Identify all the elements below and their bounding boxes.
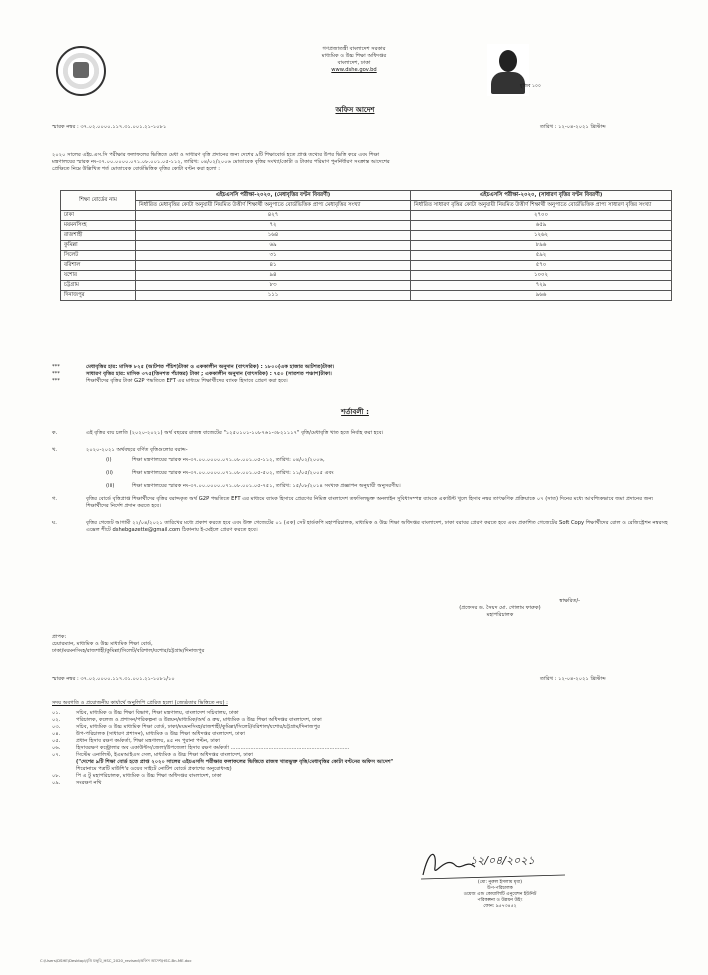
intro-line: প্রেক্ষিতে নিম্নে উল্লিখিত শর্ত মোতাবেক বোর্ডভিত্তিক বৃত্তির কোটা বণ্টন করা হলো : bbox=[52, 166, 220, 172]
copy-text: সিস্টেম এনালিস্ট, ইএমআইএস সেল, মাধ্যমিক ও উচ্চ শিক্ষা অধিদপ্তর বাংলাদেশ, ঢাকা bbox=[76, 752, 253, 758]
list-item bbox=[52, 738, 672, 745]
conditions-list bbox=[52, 430, 672, 534]
col-header-board: শিক্ষা বোর্ডের নাম bbox=[61, 191, 136, 211]
copy-number bbox=[52, 759, 76, 766]
header-line-3: বাংলাদেশ, ঢাকা bbox=[337, 60, 371, 66]
copy-number: ০৯. bbox=[52, 780, 61, 786]
handwritten-date: ১২/০৪/২০২১ bbox=[470, 854, 535, 867]
general-count: ৮৯৬ bbox=[411, 241, 672, 251]
table-row bbox=[61, 241, 672, 251]
recipient-line: ঢাকা/ময়মনসিংহ/রাজশাহী/কুমিল্লা/সিলেট/বরিশাল/যশোর/চট্টগ্রাম/দিনাজপুর bbox=[52, 648, 205, 654]
list-item bbox=[52, 745, 672, 752]
general-count: ৫৭০ bbox=[411, 261, 672, 271]
conditions-title: শর্তাবলী : bbox=[341, 408, 369, 416]
board-name: রাজশাহী bbox=[61, 231, 136, 241]
list-item bbox=[106, 470, 672, 477]
table-row bbox=[61, 261, 672, 271]
signer2-wing: পরিকল্পনা ও উন্নয়ন উইং bbox=[477, 898, 523, 903]
general-count: ২৭০০ bbox=[411, 211, 672, 221]
list-item bbox=[52, 766, 672, 773]
copy-text: হিসাবরক্ষণ কন্ট্রোলার অব একাউন্টস/জেলা/উপজেলা হিসাব রক্ষণ কর্মকর্তা ........................................................................ bbox=[76, 745, 350, 751]
signer-designation: মহাপরিচালক bbox=[486, 612, 514, 618]
rate-text: সাধারণ বৃত্তির হার: মাসিক ৩৭৫(তিনশত পঁচাত্তর) টাকা ; এককালীন অনুদান (বাৎসরিক) : ৭৫০ (সাতশত পঞ্চাশ)টাকা। bbox=[86, 371, 332, 377]
condition-key: ক. bbox=[52, 430, 58, 436]
board-name: ময়মনসিংহ bbox=[61, 221, 136, 231]
general-count: ৭২৯ bbox=[411, 281, 672, 291]
copy-text: পি এ টু মহাপরিচালক, মাধ্যমিক ও উচ্চ শিক্ষা অধিদপ্তর বাংলাদেশ, ঢাকা bbox=[76, 773, 222, 779]
copy-text: ("দেশের ৯টি শিক্ষা বোর্ড হতে প্রাপ্ত ২০২০ সালের এইচএসসি পরীক্ষার ফলাফলের ভিত্তিতে রাজস্ব খাতভুক্ত বৃত্তি/মেধাবৃত্তির কোটা বণ্টনের অফিস আদেশ" bbox=[76, 759, 394, 765]
col-subheader-merit: নির্ধারিত মেধাবৃত্তির কোটা অনুযায়ী নিয়মিত উত্তীর্ণ শিক্ষার্থী অনুপাতে বোর্ডভিত্তিক প্রাপ্য মেধাবৃত্তির সংখ্যা bbox=[136, 201, 411, 211]
scholarship-distribution-table bbox=[60, 190, 672, 301]
list-item bbox=[52, 430, 672, 437]
table-row bbox=[61, 271, 672, 281]
memo2-reference: স্মারক নম্বর : ৩৭.০২.০০০০.১১৭.৩১.০০১.২১-১০৮১/১০ bbox=[52, 676, 175, 682]
merit-count: ১১১ bbox=[136, 291, 411, 301]
list-item bbox=[106, 457, 672, 464]
copy-number: ০৮. bbox=[52, 773, 61, 779]
table-header-row bbox=[61, 191, 672, 201]
signer2-designation: উপ-পরিচালক bbox=[487, 886, 513, 891]
table-row bbox=[61, 251, 672, 261]
header-website[interactable]: www.dshe.gov.bd bbox=[331, 67, 377, 73]
col-subheader-general: নির্ধারিত সাধারণ বৃত্তির কোটা অনুযায়ী নিয়মিত উত্তীর্ণ শিক্ষার্থী অনুপাতে বোর্ডভিত্তিক প্রাপ্য সাধারণ বৃত্তির সংখ্যা bbox=[411, 201, 672, 211]
copy-number: ০৭. bbox=[52, 752, 61, 758]
intro-line: মন্ত্রণালয়ের স্মারক নং-৩৭.০০.০০০০.০৭১.০৮.০০১.০৫-১১২, তারিখ: ০৪/০২/২০০৬ মোতাবেক বৃত্তির সংখ্যা/কোটা ও টাকার পরিমাণ পুনর্নির্ধারণ সংক্রান্ত আদেশের bbox=[52, 159, 390, 165]
document-header bbox=[220, 46, 488, 74]
merit-count: ৩১ bbox=[136, 251, 411, 261]
col-header-merit-title: এইচএসসি পরীক্ষা-২০২০, (মেধাবৃত্তির বণ্টন বিবরণী) bbox=[136, 191, 411, 201]
board-name: সিলেট bbox=[61, 251, 136, 261]
signature-block bbox=[380, 598, 620, 619]
copy-text: সচিব, মাধ্যমিক ও উচ্চ শিক্ষা বিভাগ, শিক্ষা মন্ত্রণালয়, বাংলাদেশ সচিবালয়, ঢাকা bbox=[76, 710, 239, 716]
list-item bbox=[52, 759, 672, 766]
copy-text: সংরক্ষণ নথি bbox=[76, 780, 102, 786]
bullet-mark: *** bbox=[52, 378, 60, 384]
bullet-mark: *** bbox=[52, 371, 60, 377]
signature-label: স্বাক্ষরিত/- bbox=[559, 598, 580, 604]
table-subheader-row bbox=[61, 201, 672, 211]
recipient-label: প্রাপক: bbox=[52, 634, 67, 640]
condition-key: খ. bbox=[52, 447, 58, 453]
rate-text: মেধাবৃত্তির হার: মাসিক ৮২৫ (আটশত পঁচিশ)টাকা ও এককালীন অনুদান (বাৎসরিক) : ১৮০০(এক হাজার আটশত)টাকা। bbox=[86, 364, 335, 370]
condition-key: ঘ. bbox=[52, 520, 57, 526]
general-count: ১২৬২ bbox=[411, 231, 672, 241]
copy-distribution bbox=[52, 700, 672, 787]
board-name: চট্টগ্রাম bbox=[61, 281, 136, 291]
merit-count: ৬৯ bbox=[136, 241, 411, 251]
intro-line: ২০২০ সালের এইচ.এস.সি পরীক্ষার ফলাফলের ভিত্তিতে মেধা ও সাধারণ বৃত্তি প্রদানের জন্য দেশের ৯টি শিক্ষাবোর্ড হতে প্রাপ্ত তথ্যের উপর ভিত্তি করে এবং শিক্ষা bbox=[52, 152, 380, 158]
merit-count: ১৬৪ bbox=[136, 231, 411, 241]
merit-count: ৪২৭ bbox=[136, 211, 411, 221]
copy-number: ০৪. bbox=[52, 731, 61, 737]
government-seal-logo bbox=[56, 46, 106, 96]
list-item bbox=[52, 717, 672, 724]
table-row bbox=[61, 211, 672, 221]
board-name: ঢাকা bbox=[61, 211, 136, 221]
board-name: বরিশাল bbox=[61, 261, 136, 271]
copy-number bbox=[52, 766, 76, 773]
condition-text: বৃত্তির বোর্ডে বৃত্তিপ্রাপ্ত শিক্ষার্থীদের বৃত্তির বরাদ্দকৃত অর্থ G2P পদ্ধতিতে EFT এর মাধ্যমে ব্যাংক হিসাবে প্রেরণের নিমিত্ত বাংলাদেশ তফসিলভুক্ত অনলাইন সুবিধাসম্পন্ন ব্যাংকে একাউন্ট খুলে হিসাব নম্বর তাৎক্ষণিক প্রক্রিয়াকে ০৭ (সাত) দিনের মধ্যে আবশ্যিকভাবে জমা প্রদানের জন্য শিক্ষার্থীদের নির্দেশ প্রদান করতে হবে। bbox=[86, 496, 653, 509]
condition-text: বৃত্তির গেজেট আগামী ২২/০৪/২০২১ তারিখের মধ্যে প্রকাশ করতে হবে এবং উক্ত গেজেটের ০১ (এক) সেট হার্ডকপি মহাপরিচালক, মাধ্যমিক ও উচ্চ শিক্ষা অধিদপ্তর বাংলাদেশ, ঢাকা বরাবর প্রেরণ করতে হবে এবং প্রকাশিত গেজেটের Soft Copy শিক্ষার্থীদের রোল ও রেজিস্ট্রেশন নম্বরসহ এক্সেল শীটে dshebgazette@gmail.com ঠিকানায় ই-মেইলে প্রেরণ করতে হবে। bbox=[86, 520, 668, 533]
header-line-2: মাধ্যমিক ও উচ্চ শিক্ষা অধিদপ্তর bbox=[321, 53, 387, 59]
general-count: ৯৬৬ bbox=[411, 291, 672, 301]
allocation-list bbox=[52, 457, 672, 490]
recipient-line: চেয়ারম্যান, মাধ্যমিক ও উচ্চ মাধ্যমিক শিক্ষা বোর্ড, bbox=[52, 641, 153, 647]
list-item bbox=[52, 780, 672, 787]
signer2-name: (মো: নুরুল ইসলাম মৃধা) bbox=[477, 880, 523, 885]
list-item bbox=[52, 773, 672, 780]
list-item bbox=[52, 752, 672, 759]
copy-text: শিরোনামে পত্রটি মাউশি'র ওয়েব সাইটে নোটিশ বোর্ডে প্রকাশের অনুরোধসহ) bbox=[76, 766, 232, 772]
condition-key: গ. bbox=[52, 496, 58, 502]
allocation-text: শিক্ষা মন্ত্রণালয়ের স্মারক নং-৩৭.০০.০০০০.০৭১.০৮.০০১.০৫-১১২, তারিখ: ০৪/০২/২০০৬, bbox=[132, 457, 325, 463]
allocation-text: শিক্ষা মন্ত্রণালয়ের স্মারক নং-৩৭.০০.০০০০.০৭১.০৮.০০১.০৫-৫০২, তারিখ: ১১/০৫/২০০৫ এবং bbox=[132, 470, 334, 476]
copy-text: প্রধান হিসাব রক্ষণ কর্মকর্তা, শিক্ষা মন্ত্রণালয়, ৪৫ নং পুরানা পল্টন, ঢাকা bbox=[76, 738, 220, 744]
intro-paragraph bbox=[52, 152, 672, 173]
general-count: ৬৫৯ bbox=[411, 221, 672, 231]
table-row bbox=[61, 291, 672, 301]
table-row bbox=[61, 221, 672, 231]
copy-number: ০১. bbox=[52, 710, 61, 716]
bullet-mark: *** bbox=[52, 364, 60, 370]
copy-number: ০৬. bbox=[52, 745, 61, 751]
copy-number: ০৫. bbox=[52, 738, 61, 744]
general-count: ১০০২ bbox=[411, 271, 672, 281]
allocation-key: (iii) bbox=[106, 483, 115, 489]
board-name: দিনাজপুর bbox=[61, 291, 136, 301]
list-item bbox=[52, 731, 672, 738]
copy-title: সদয় অবগতি ও প্রয়োজনীয় কার্যার্থে অনুলিপি প্রেরিত হলো (জ্যেষ্ঠতার ভিত্তিতে নয়) : bbox=[52, 700, 228, 706]
copy-number: ০২. bbox=[52, 717, 61, 723]
allocation-text: শিক্ষা মন্ত্রণালয়ের স্মারক নং-৩৭.০০.০০০০.০৭১.০৮.০০১.০৫-৭৫১, তারিখ: ১৫/০৮/২০১৪ সংখ্যক প্রজ্ঞাপন অনুযায়ী অনুসরণীয়। bbox=[132, 483, 401, 489]
merit-count: ৯৪ bbox=[136, 271, 411, 281]
list-item bbox=[52, 447, 672, 454]
condition-text: এই বৃত্তির ব্যয় চলতি (২০২০-২০২১) অর্থ বছরের রাজস্ব বাজেটের "১২৫০১০১-১০৮৭৬১-৩৮২১১১৭" বৃত্তি/মেধাবৃত্তি খাত হতে নির্বাহ করা হবে। bbox=[86, 430, 384, 436]
merit-count: ৭২ bbox=[136, 221, 411, 231]
list-item bbox=[106, 483, 672, 490]
copy-number: ০৩. bbox=[52, 724, 61, 730]
list-item bbox=[52, 378, 672, 385]
board-name: কুমিল্লা bbox=[61, 241, 136, 251]
copy-text: উপ-পরিচালক (সাধারণ প্রশাসন), মাধ্যমিক ও উচ্চ শিক্ষা অধিদপ্তর বাংলাদেশ, ঢাকা bbox=[76, 731, 245, 737]
copy-text: পরিচালক, কলেজ ও প্রশাসন/পরিকল্পনা ও উন্নয়ন/মাধ্যমিক/অর্থ ও ক্রয়, মাধ্যমিক ও উচ্চ শিক্ষা অধিদপ্তর বাংলাদেশ, ঢাকা bbox=[76, 717, 322, 723]
condition-text: ২০২০-২০২১ অর্থবছরে বর্ণিত বৃত্তিগুলোর বরাদ্দ- bbox=[86, 447, 188, 453]
memo2-date: তারিখ : ১২-০৪-২০২১ খ্রিস্টাব্দ bbox=[540, 676, 606, 682]
table-row bbox=[61, 231, 672, 241]
signer-name: (প্রফেসর ড. সৈয়দ মো. গোলাম ফারুক) bbox=[459, 605, 541, 611]
allocation-key: (ii) bbox=[106, 470, 113, 476]
general-count: ৫৯২ bbox=[411, 251, 672, 261]
page-title: অফিস আদেশ bbox=[335, 106, 375, 114]
merit-count: ৮৩ bbox=[136, 281, 411, 291]
table-row bbox=[61, 281, 672, 291]
merit-count: ৪১ bbox=[136, 261, 411, 271]
memo-date: তারিখ : ১২-০৪-২০২১ খ্রিস্টাব্দ bbox=[540, 124, 606, 130]
rate-text: শিক্ষার্থীদের বৃত্তির টাকা G2P পদ্ধতিতে EFT এর মাধ্যমে শিক্ষার্থীদের ব্যাংক হিসাবে প্রেরণ করা হবে। bbox=[86, 378, 288, 384]
list-item bbox=[52, 710, 672, 717]
header-line-1: গণপ্রজাতন্ত্রী বাংলাদেশ সরকার bbox=[322, 46, 386, 52]
signer2-block bbox=[400, 880, 600, 910]
memo-reference: স্মারক নম্বর : ৩৭.০২.০০০০.১১৭.৩১.০০১.২১-১০৮১ bbox=[52, 124, 167, 130]
allocation-key: (i) bbox=[106, 457, 112, 463]
list-item bbox=[52, 371, 672, 378]
copy-text: সচিব, মাধ্যমিক ও উচ্চ মাধ্যমিক শিক্ষা বোর্ড, ঢাকা/ময়মনসিংহ/রাজশাহী/কুমিল্লা/সিলেট/বরিশাল/যশোর/চট্টগ্রাম/দিনাজপুর bbox=[76, 724, 320, 730]
signer2-phone: ফোন: ৯৫৭৩৪৫২ bbox=[483, 904, 517, 909]
col-header-general-title: এইচএসসি পরীক্ষা-২০২০, (সাধারণ বৃত্তির বণ্টন বিবরণী) bbox=[411, 191, 672, 201]
list-item bbox=[52, 520, 672, 534]
board-name: যশোর bbox=[61, 271, 136, 281]
portrait-caption: মুজিব ১০০ bbox=[520, 84, 541, 89]
list-item bbox=[52, 724, 672, 731]
list-item bbox=[52, 496, 672, 510]
footer-file-path: C:\Users\DSHE\Desktop\বৃত্তি মঞ্জুরি_HSC_2020_revised\অফিস আদেশ\HSC-Bn-ME.doc bbox=[40, 958, 192, 963]
recipient-block bbox=[52, 634, 672, 655]
list-item bbox=[52, 364, 672, 371]
rates-list bbox=[52, 364, 672, 385]
signer2-unit: ওয়েজ এন্ড কোয়ালিটি এনুয়েশন ইউনিট bbox=[463, 892, 537, 897]
